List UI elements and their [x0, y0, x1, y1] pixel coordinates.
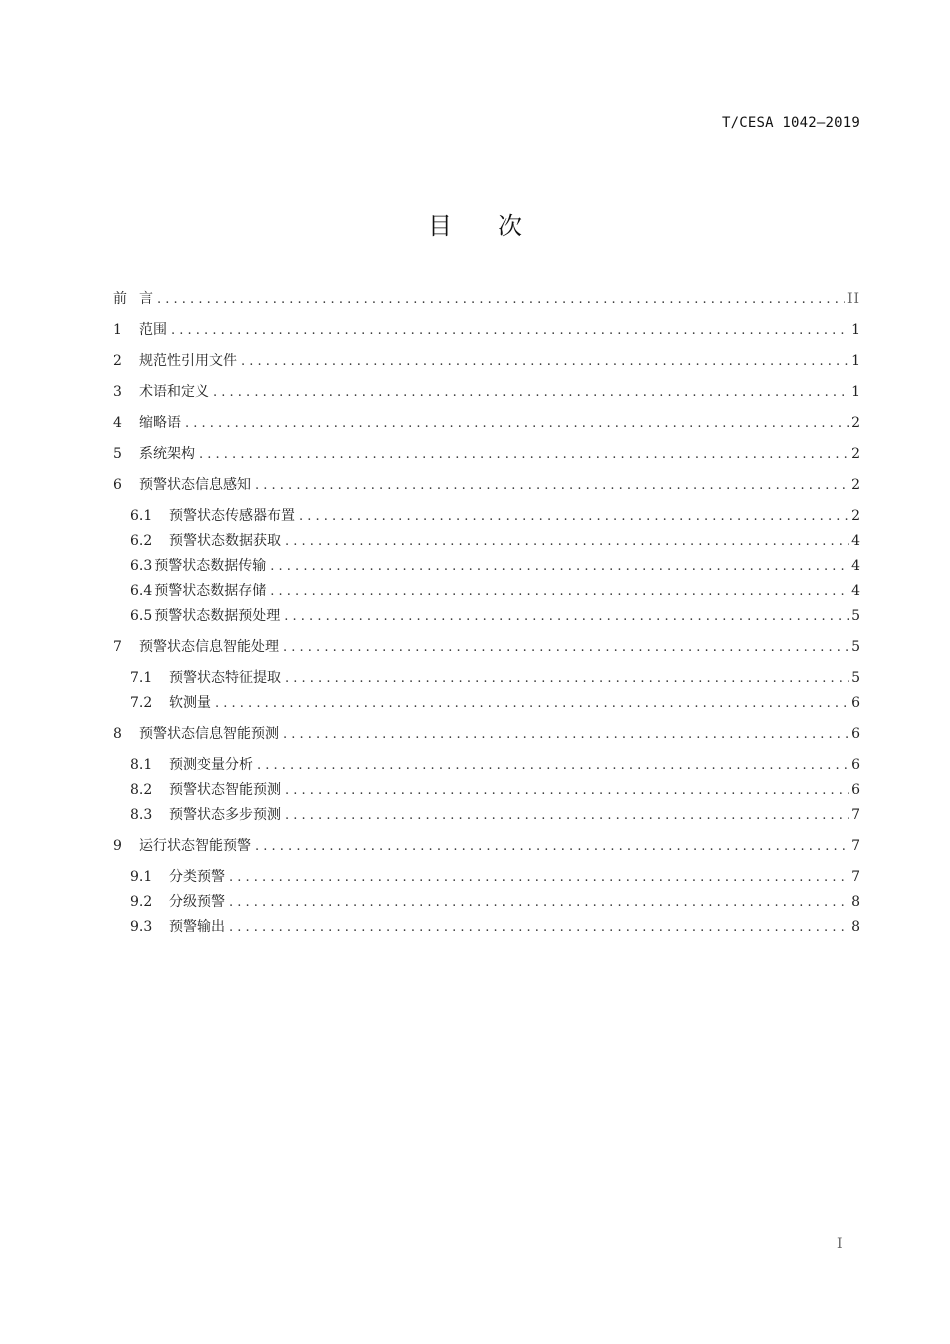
toc-entry-number: 9.3 [130, 919, 153, 935]
toc-entry-page: 2 [851, 415, 860, 431]
toc-entry-page: 1 [851, 384, 860, 400]
toc-entry[interactable] [130, 806, 860, 824]
toc-entry[interactable] [113, 321, 860, 339]
toc-entry[interactable] [130, 507, 860, 525]
toc-entry-page: 6 [851, 726, 860, 742]
toc-entry-title: 术语和定义 [139, 384, 209, 400]
toc-entry-page: 2 [851, 508, 860, 524]
toc-entry-number: 6.3 [130, 558, 153, 574]
toc-entry-title: 软测量 [169, 695, 211, 711]
toc-entry-number: 8.3 [130, 807, 153, 823]
toc-entry-page: 6 [851, 757, 860, 773]
toc-entry-number: 6.5 [130, 608, 153, 624]
toc-entry-title: 缩略语 [139, 415, 181, 431]
toc-entry[interactable] [130, 669, 860, 687]
toc-entry-page: 5 [851, 639, 860, 655]
toc-entry-page: 6 [851, 782, 860, 798]
toc-entry-title: 预警状态特征提取 [169, 670, 281, 686]
toc-leader-dots [199, 446, 849, 464]
toc-entry-number: 7.2 [130, 695, 153, 711]
toc-entry-number: 5 [113, 446, 122, 462]
toc-entry[interactable] [130, 532, 860, 550]
toc-entry-number: 4 [113, 415, 122, 431]
toc-entry-page: 4 [851, 533, 860, 549]
toc-leader-dots [215, 695, 849, 713]
toc-leader-dots [285, 670, 849, 688]
toc-entry-title: 言 [139, 291, 153, 307]
toc-entry[interactable] [113, 476, 860, 494]
toc-entry-page: 7 [851, 869, 860, 885]
toc-entry-number: 8.1 [130, 757, 153, 773]
toc-entry[interactable] [113, 383, 860, 401]
toc-entry[interactable] [130, 756, 860, 774]
title-char-2: 次 [498, 212, 522, 240]
toc-leader-dots [229, 919, 849, 937]
toc-entry[interactable] [113, 290, 860, 308]
toc-leader-dots [229, 894, 849, 912]
toc-entry-page: 7 [851, 807, 860, 823]
toc-entry-number: 前 [113, 291, 127, 307]
toc-entry-title: 预警状态信息智能处理 [139, 639, 279, 655]
toc-entry-title: 预警状态多步预测 [169, 807, 281, 823]
toc-entry[interactable] [130, 607, 860, 625]
toc-entry-title: 范围 [139, 322, 167, 338]
toc-entry-page: 1 [851, 353, 860, 369]
toc-entry-number: 9.2 [130, 894, 153, 910]
toc-leader-dots [270, 558, 849, 576]
toc-entry[interactable] [130, 582, 860, 600]
toc-entry[interactable] [130, 868, 860, 886]
toc-entry-title: 运行状态智能预警 [139, 838, 251, 854]
toc-entry[interactable] [113, 837, 860, 855]
toc-entry-title: 预警输出 [169, 919, 225, 935]
toc-entry-page: 8 [851, 894, 860, 910]
toc-entry[interactable] [113, 352, 860, 370]
toc-entry[interactable] [130, 918, 860, 936]
toc-entry-number: 6.4 [130, 583, 153, 599]
toc-entry-title: 预警状态数据传输 [154, 558, 267, 574]
toc-entry[interactable] [130, 893, 860, 911]
toc-leader-dots [285, 533, 849, 551]
toc-entry-number: 9 [113, 838, 122, 854]
title-char-1: 目 [428, 212, 452, 240]
toc-entry-page: 8 [851, 919, 860, 935]
toc-entry-number: 3 [113, 384, 122, 400]
toc-entry-title: 分级预警 [169, 894, 225, 910]
toc-entry-number: 1 [113, 322, 122, 338]
toc-entry-number: 7.1 [130, 670, 153, 686]
toc-entry-number: 6.1 [130, 508, 153, 524]
toc-leader-dots [285, 807, 849, 825]
toc-leader-dots [283, 726, 849, 744]
toc-entry[interactable] [130, 557, 860, 575]
standard-code: T/CESA 1042—2019 [721, 115, 860, 131]
toc-entry[interactable] [130, 781, 860, 799]
toc-entry-title: 预警状态数据获取 [169, 533, 281, 549]
toc-entry[interactable] [113, 725, 860, 743]
toc-entry-title: 预测变量分析 [169, 757, 253, 773]
toc-entry[interactable] [113, 414, 860, 432]
toc-entry-title: 预警状态传感器布置 [169, 508, 295, 524]
toc-entry-number: 8.2 [130, 782, 153, 798]
toc-entry-title: 预警状态信息智能预测 [139, 726, 279, 742]
toc-leader-dots [257, 757, 849, 775]
toc-leader-dots [241, 353, 849, 371]
toc-entry-title: 规范性引用文件 [139, 353, 237, 369]
toc-leader-dots [299, 508, 849, 526]
toc-entry-title: 预警状态信息感知 [139, 477, 251, 493]
toc-entry-page: 4 [851, 558, 860, 574]
toc-leader-dots [157, 291, 845, 309]
toc-entry-page: 2 [851, 446, 860, 462]
toc-entry[interactable] [113, 445, 860, 463]
toc-entry-number: 8 [113, 726, 122, 742]
toc-entry-page: 5 [851, 670, 860, 686]
toc-entry-page: 1 [851, 322, 860, 338]
toc-entry-page: II [846, 291, 860, 307]
toc-entry-number: 2 [113, 353, 122, 369]
toc-entry-title: 系统架构 [139, 446, 195, 462]
toc-entry-title: 预警状态数据存储 [154, 583, 267, 599]
toc-entry[interactable] [130, 694, 860, 712]
toc-entry-number: 7 [113, 639, 122, 655]
toc-leader-dots [229, 869, 849, 887]
toc-entry-page: 7 [851, 838, 860, 854]
toc-entry-title: 分类预警 [169, 869, 225, 885]
toc-entry-number: 6.2 [130, 533, 153, 549]
toc-entry-title: 预警状态数据预处理 [154, 608, 281, 624]
toc-entry-page: 5 [851, 608, 860, 624]
toc-leader-dots [270, 583, 849, 601]
page-title [0, 206, 950, 241]
toc-entry-title: 预警状态智能预测 [169, 782, 281, 798]
toc-entry-page: 6 [851, 695, 860, 711]
toc-leader-dots [171, 322, 849, 340]
toc-entry-number: 9.1 [130, 869, 153, 885]
toc-leader-dots [255, 477, 849, 495]
toc-entry-number: 6 [113, 477, 122, 493]
toc-entry-page: 2 [851, 477, 860, 493]
toc-leader-dots [185, 415, 849, 433]
toc-leader-dots [283, 639, 849, 657]
toc-leader-dots [255, 838, 849, 856]
footer-page-number: I [837, 1236, 843, 1252]
toc-leader-dots [285, 782, 849, 800]
toc-entry-page: 4 [851, 583, 860, 599]
toc-leader-dots [213, 384, 849, 402]
toc-entry[interactable] [113, 638, 860, 656]
toc-leader-dots [284, 608, 849, 626]
